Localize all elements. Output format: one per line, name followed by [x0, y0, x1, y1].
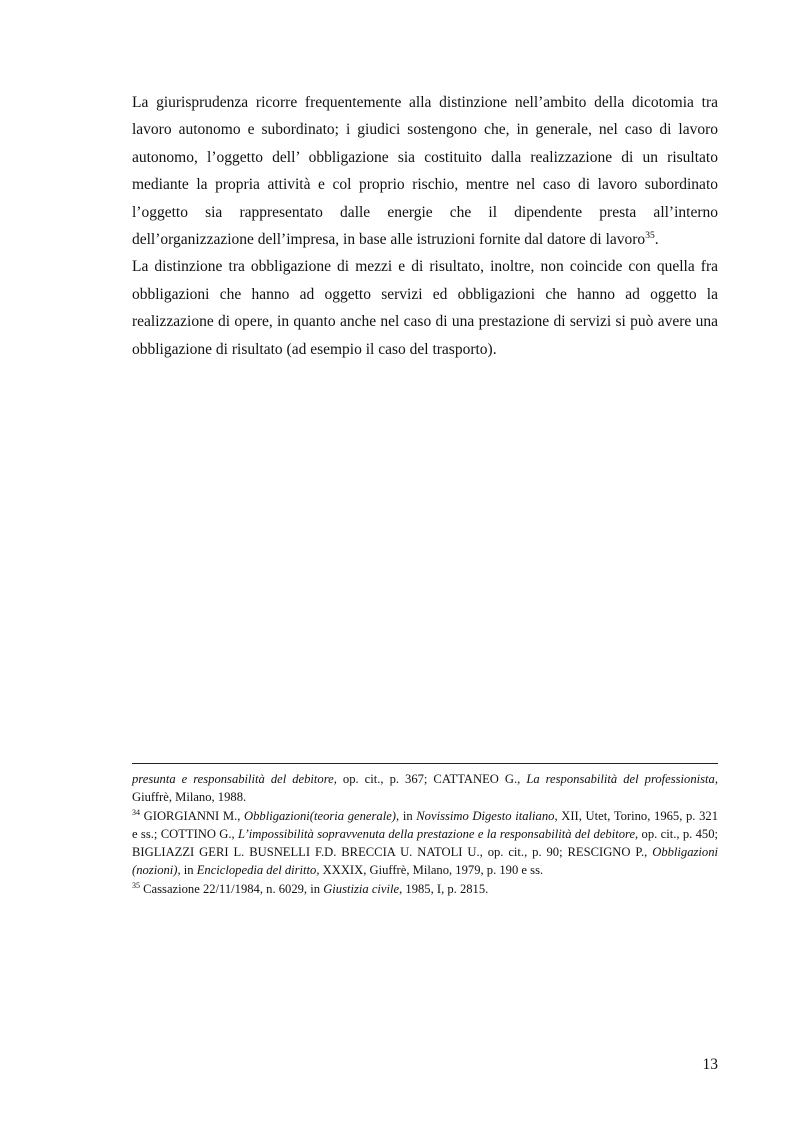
paragraph-1 [132, 89, 718, 253]
footnote-separator [132, 763, 718, 764]
footnotes [132, 770, 718, 898]
fn34-text-4: op. cit., p. 450; BIGLIAZZI GERI L. BUSNELLI F.D. BRECCIA U. NATOLI U., op. cit., p. 90; RESCIGNO P., [132, 826, 719, 860]
fn33-italic-1: presunta e responsabilità del debitore, [132, 772, 337, 786]
fn35-italic-1: Giustizia civile [323, 881, 400, 896]
footnote-ref-35[interactable]: 35 [645, 230, 655, 241]
paragraph-2 [132, 253, 718, 363]
fn34-italic-3: L’impossibilità sopravvenuta della prestazione e la responsabilità del debitore, [238, 826, 639, 841]
footnote-35-number: 35 [132, 880, 140, 890]
footnote-33-continued [132, 770, 718, 807]
fn33-italic-2: La responsabilità del professionista, [526, 772, 718, 786]
fn34-text-5: in [180, 863, 197, 878]
main-text [132, 89, 718, 363]
footnote-34-number: 34 [132, 807, 140, 817]
fn34-italic-5: Enciclopedia del diritto, [196, 863, 320, 878]
fn34-text-6: XXXIX, Giuffrè, Milano, 1979, p. 190 e ss. [319, 863, 544, 878]
fn33-text-1: op. cit., p. 367; CATTANEO G., [336, 772, 527, 786]
footnote-35 [132, 880, 718, 898]
fn33-text-2: Giuffrè, Milano, 1988. [132, 790, 247, 805]
fn34-text-3: , XII, Utet, Torino, 1965, p. 321 e ss.; COTTINO G., [132, 808, 719, 841]
page-number: 13 [702, 1056, 718, 1073]
fn35-text-1: Cassazione 22/11/1984, n. 6029, in [140, 881, 324, 896]
paragraph-1-text: La giurisprudenza ricorre frequentemente alla distinzione nell’ambito della dicotomia tra lavoro autonomo e subordinato; i giudici sostengono che, in generale, nel caso di lavoro autonomo, l’oggetto dell’ obbligazione sia costituito dalla realizzazione di un risultato mediante la propria attività e col proprio rischio, mentre nel caso di lavoro subordinato l’oggetto sia rappresentato dalle energie che il dipendente presta all’interno dell’organizzazione dell’impresa, in base alle istruzioni fornite dal datore di lavoro [132, 94, 718, 249]
fn34-italic-4: Obbligazioni (nozioni), [132, 845, 718, 878]
fn34-text-2: in [399, 808, 417, 823]
fn34-italic-2: Novissimo Digesto italiano [416, 808, 555, 823]
paragraph-1-tail: . [654, 231, 659, 249]
footnote-34 [132, 807, 718, 880]
fn35-text-2: , 1985, I, p. 2815. [399, 881, 489, 896]
fn34-italic-1: Obbligazioni(teoria generale), [244, 808, 400, 823]
fn34-text-1: GIORGIANNI M., [140, 808, 245, 823]
paragraph-2-text: La distinzione tra obbligazione di mezzi e di risultato, inoltre, non coincide con quella fra obbligazioni che hanno ad oggetto servizi ed obbligazioni che hanno ad oggetto la realizzazione di opere, in quanto anche nel caso di una prestazione di servizi si può avere una obbligazione di risultato (ad esempio il caso del trasporto). [132, 258, 718, 358]
